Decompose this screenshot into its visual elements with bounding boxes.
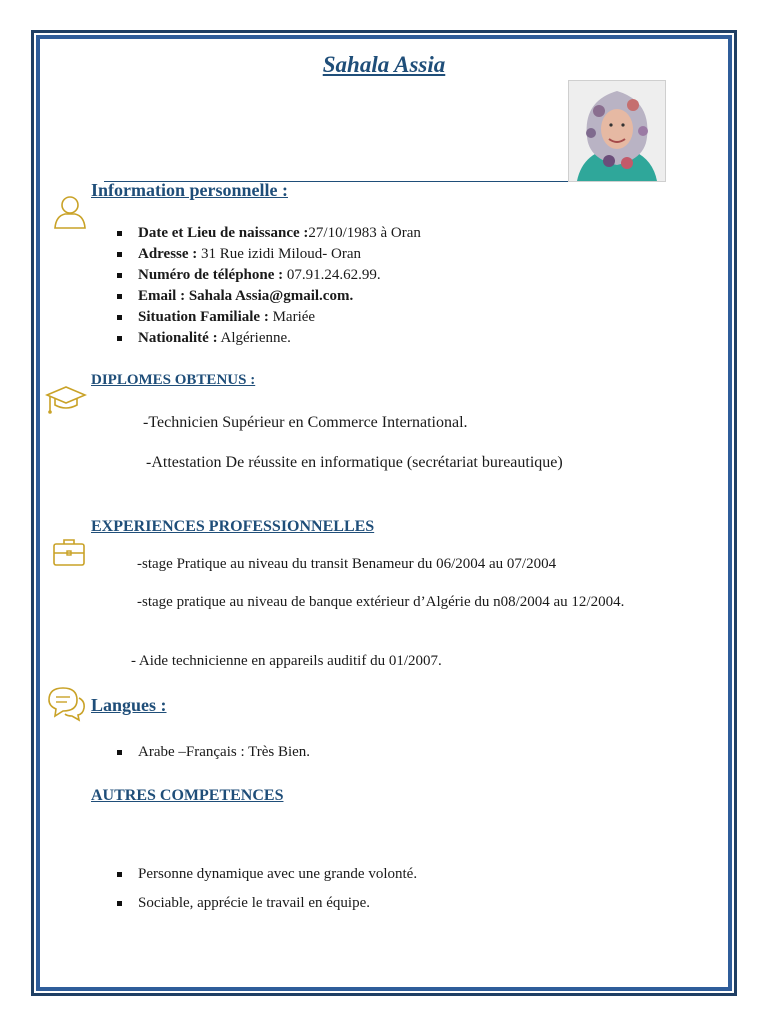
diploma-item: -Attestation De réussite en informatique (secrétariat bureautique) bbox=[146, 454, 563, 471]
diploma-item: -Technicien Supérieur en Commerce International. bbox=[143, 414, 468, 431]
person-icon bbox=[53, 194, 87, 235]
list-item: Date et Lieu de naissance :27/10/1983 à Oran bbox=[116, 223, 421, 244]
list-item: Email : Sahala Assia@gmail.com. bbox=[116, 286, 421, 307]
section-title-info: Information personnelle : bbox=[91, 180, 288, 200]
list-item: Sociable, apprécie le travail en équipe. bbox=[116, 889, 417, 918]
experience-item: -stage pratique au niveau de banque extérieur d’Algérie du n08/2004 au 12/2004. bbox=[137, 594, 625, 610]
info-list bbox=[116, 223, 421, 349]
list-item: Situation Familiale : Mariée bbox=[116, 307, 421, 328]
speech-bubbles-icon bbox=[45, 684, 87, 727]
section-title-diplomes: DIPLOMES OBTENUS : bbox=[91, 372, 256, 388]
experience-item: - Aide technicienne en appareils auditif du 01/2007. bbox=[131, 653, 442, 669]
experience-item: -stage Pratique au niveau du transit Benameur du 06/2004 au 07/2004 bbox=[137, 556, 557, 572]
section-title-langues: Langues : bbox=[91, 695, 167, 715]
list-item: Nationalité : Algérienne. bbox=[116, 328, 421, 349]
graduation-cap-icon bbox=[45, 383, 87, 422]
section-title-competences: AUTRES COMPETENCES bbox=[91, 787, 284, 804]
section-title-experiences: EXPERIENCES PROFESSIONNELLES bbox=[91, 518, 375, 535]
skills-list bbox=[116, 860, 417, 918]
profile-photo bbox=[568, 80, 666, 182]
list-item: Numéro de téléphone : 07.91.24.62.99. bbox=[116, 265, 421, 286]
list-item: Personne dynamique avec une grande volonté. bbox=[116, 860, 417, 889]
list-item: Arabe –Français : Très Bien. bbox=[116, 742, 310, 763]
list-item: Adresse : 31 Rue izidi Miloud- Oran bbox=[116, 244, 421, 265]
briefcase-icon bbox=[52, 537, 86, 572]
languages-list bbox=[116, 742, 310, 763]
candidate-name: Sahala Assia bbox=[322, 52, 446, 77]
